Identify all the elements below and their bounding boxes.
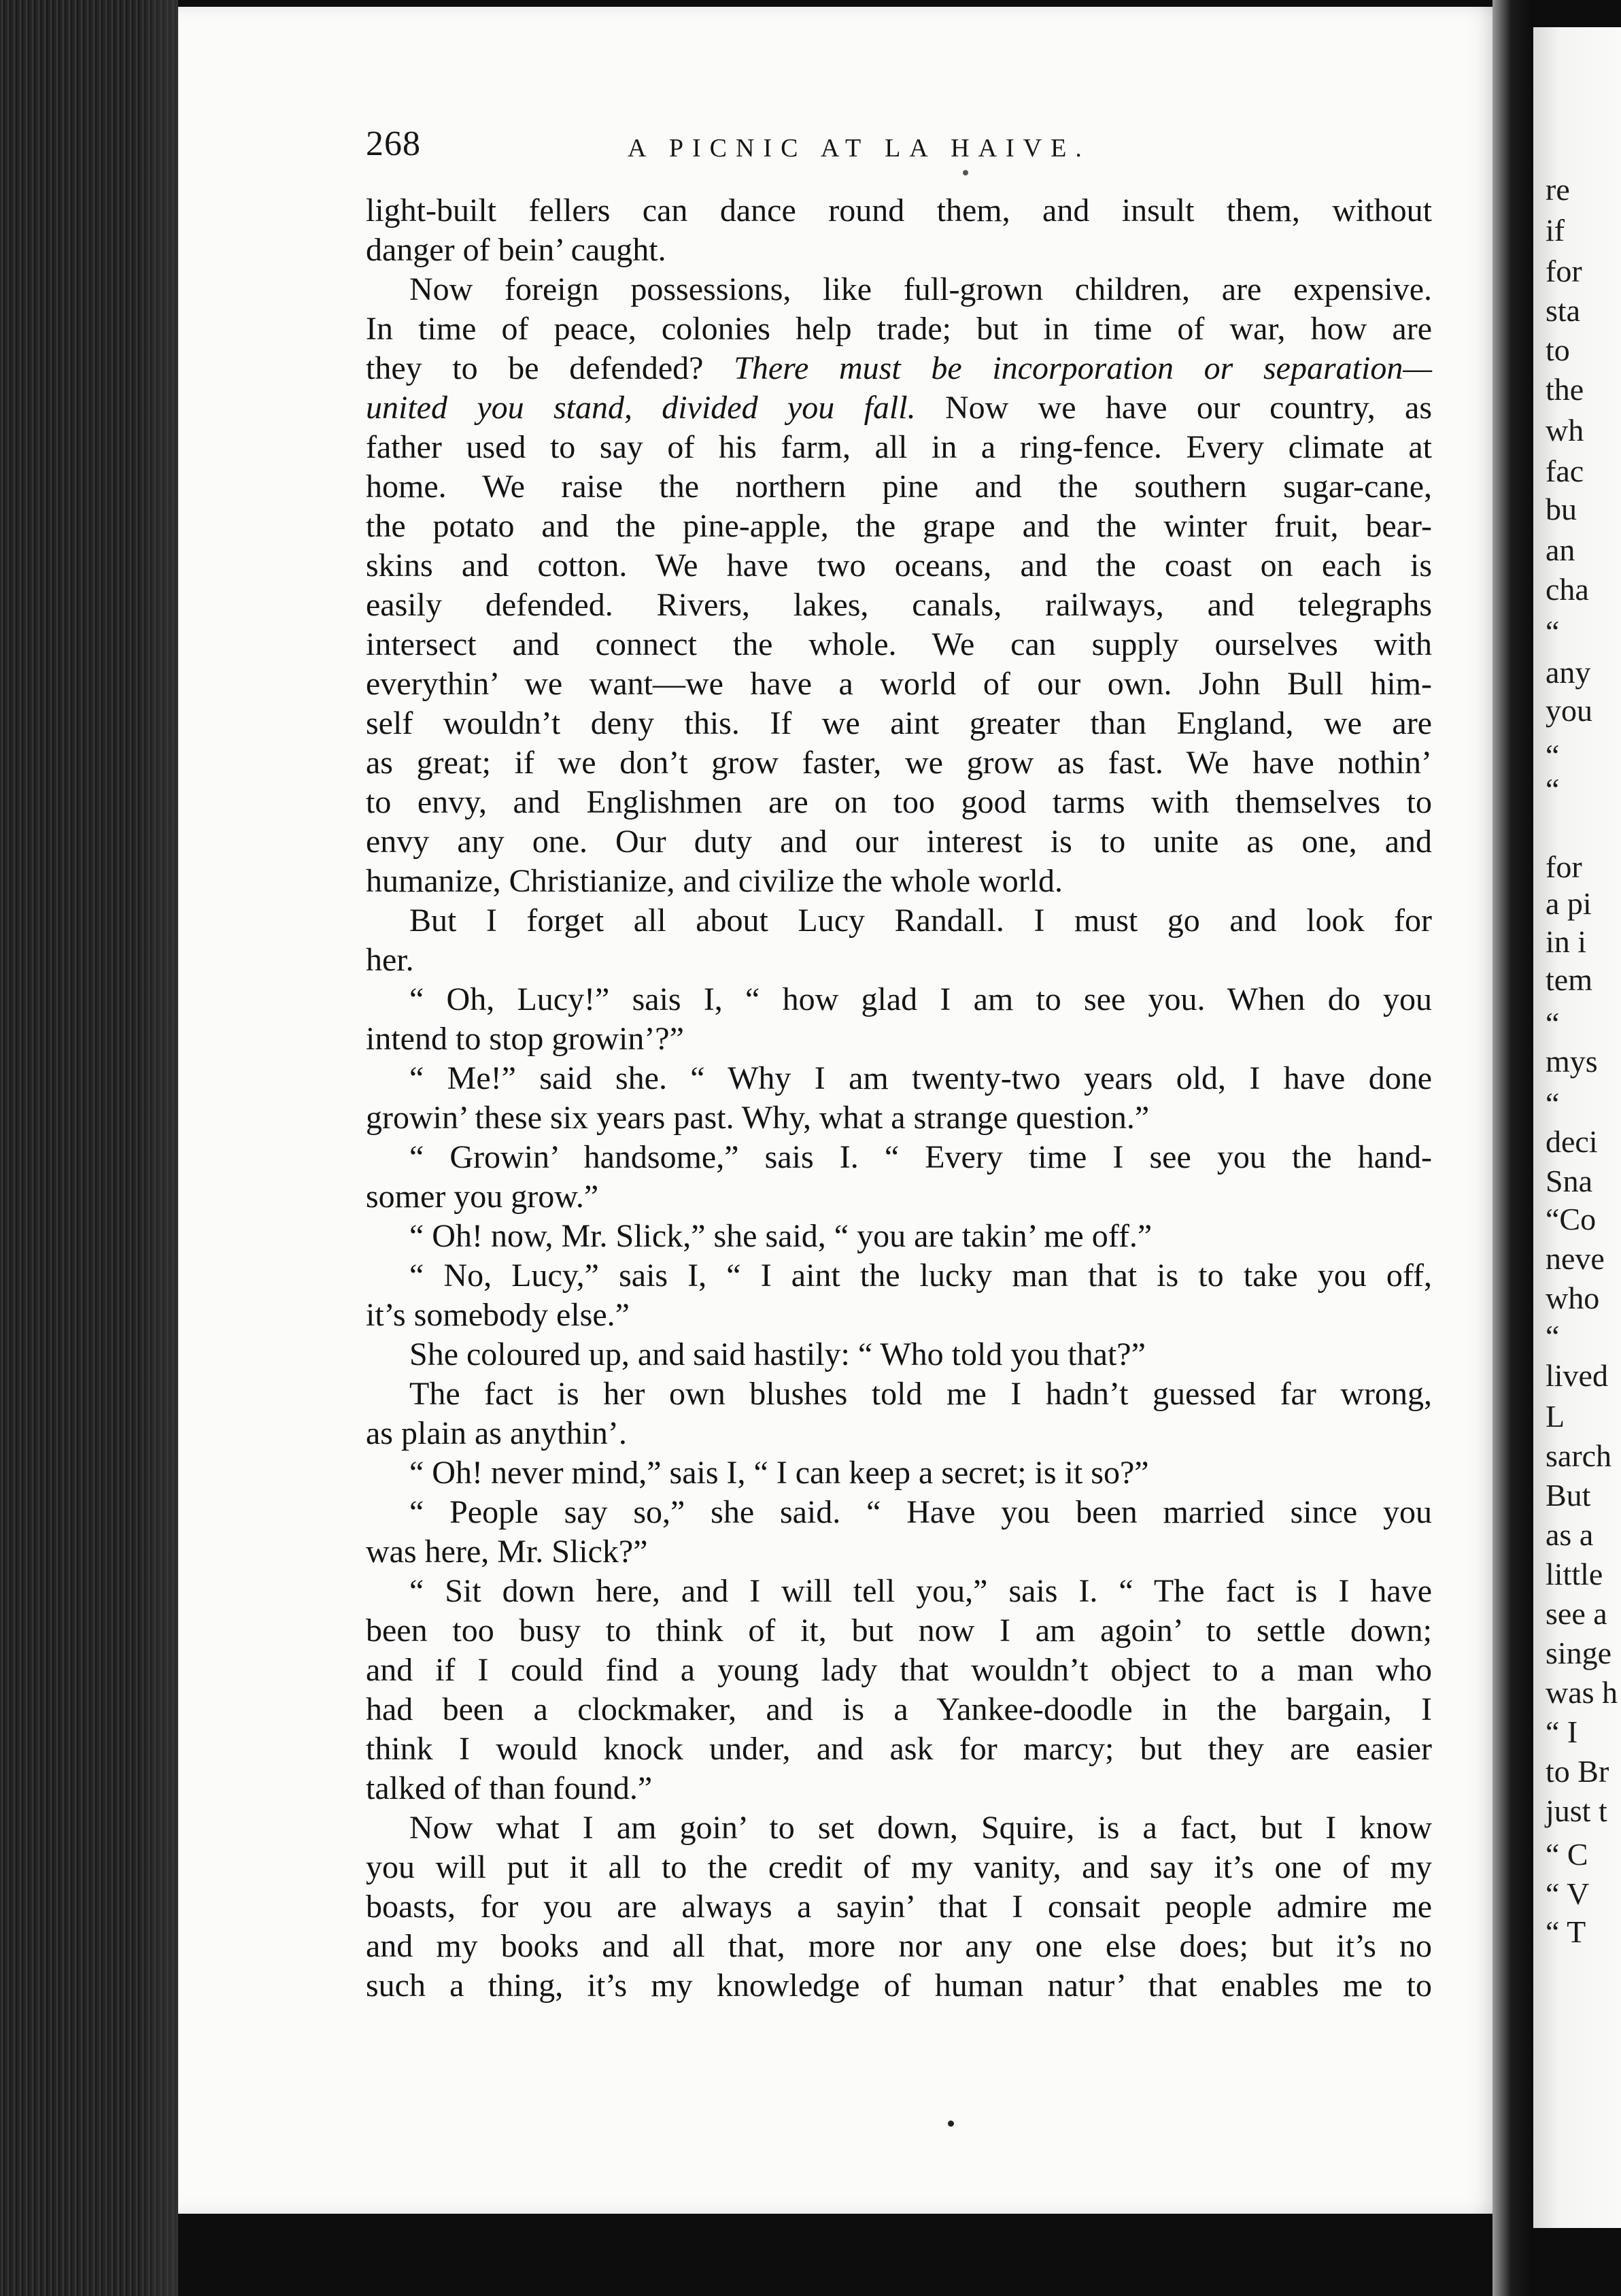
text-line xyxy=(366,704,1432,743)
text-line xyxy=(366,231,1432,270)
text-line xyxy=(366,625,1432,664)
text-line xyxy=(366,467,1432,507)
body-text xyxy=(366,191,1432,2006)
text-run: Now what I am goin’ to set down, Squire, is a fact, but I know xyxy=(409,1810,1432,1846)
facing-page-text-fragment: if xyxy=(1546,213,1565,248)
book-gutter xyxy=(1492,0,1533,2296)
text-run: In time of peace, colonies help trade; but in time of war, how are xyxy=(366,311,1432,347)
text-line xyxy=(366,1335,1432,1374)
text-run: you will put it all to the credit of my vanity, and say it’s one of my xyxy=(366,1849,1432,1885)
facing-page-text-fragment: to Br xyxy=(1546,1754,1609,1789)
facing-page-text-fragment: see a xyxy=(1546,1596,1607,1631)
text-run: easily defended. Rivers, lakes, canals, railways, and telegraphs xyxy=(366,587,1432,623)
facing-page-text-fragment: But xyxy=(1546,1478,1591,1513)
text-line xyxy=(366,1690,1432,1729)
text-run: had been a clockmaker, and is a Yankee-doodle in the bargain, I xyxy=(366,1691,1432,1727)
facing-page-text-fragment: for xyxy=(1546,849,1582,884)
facing-page-text-fragment: tem xyxy=(1546,962,1592,997)
text-line xyxy=(366,586,1432,625)
text-run: danger of bein’ caught. xyxy=(366,232,666,268)
text-run: and my books and all that, more nor any one else does; but it’s no xyxy=(366,1928,1432,1964)
facing-page-text-fragment: singe xyxy=(1546,1636,1612,1670)
text-run: been too busy to think of it, but now I am agoin’ to settle down; xyxy=(366,1613,1432,1649)
facing-page-text-fragment: any xyxy=(1546,655,1591,690)
text-run: humanize, Christianize, and civilize the whole world. xyxy=(366,863,1063,899)
facing-page-text-fragment: the xyxy=(1546,372,1584,407)
text-line xyxy=(366,1453,1432,1493)
facing-page-text-fragment: “ T xyxy=(1546,1914,1586,1949)
text-line xyxy=(366,1177,1432,1217)
facing-page-text-fragment: fac xyxy=(1546,454,1584,488)
text-run: everythin’ we want—we have a world of our own. John Bull him- xyxy=(366,666,1432,702)
text-line xyxy=(366,1808,1432,1848)
text-run: “ Oh! now, Mr. Slick,” she said, “ you are takin’ me off.” xyxy=(409,1218,1153,1254)
text-line xyxy=(366,546,1432,586)
italic-text: united you stand, divided you fall. xyxy=(366,390,916,426)
text-line xyxy=(366,941,1432,980)
text-line xyxy=(366,1059,1432,1098)
text-run: “ Oh, Lucy!” sais I, “ how glad I am to see you. When do you xyxy=(409,981,1432,1017)
facing-page-text-fragment: mys xyxy=(1546,1044,1598,1079)
facing-page-text-fragment: just t xyxy=(1546,1793,1607,1828)
facing-page-text-fragment: bu xyxy=(1546,492,1577,526)
text-run: She coloured up, and said hastily: “ Who told you that?” xyxy=(409,1336,1146,1372)
facing-page-text-fragment: was h xyxy=(1546,1675,1618,1710)
print-speck xyxy=(948,2121,954,2127)
facing-page-text-fragment: a pi xyxy=(1546,886,1592,921)
text-line xyxy=(366,1729,1432,1769)
text-line xyxy=(366,1493,1432,1532)
text-line xyxy=(366,1296,1432,1335)
facing-page-text-fragment: “ xyxy=(1546,614,1560,649)
text-run: talked of than found.” xyxy=(366,1770,653,1806)
text-run: as plain as anythin’. xyxy=(366,1415,627,1451)
text-line xyxy=(366,1927,1432,1966)
facing-page-text-fragment: “ xyxy=(1546,1006,1560,1041)
facing-page-text-fragment: you xyxy=(1546,693,1592,728)
text-run: light-built fellers can dance round them, and insult them, without xyxy=(366,192,1432,229)
facing-page-text-fragment: in i xyxy=(1546,924,1587,959)
text-run: intersect and connect the whole. We can supply ourselves with xyxy=(366,626,1432,662)
text-line xyxy=(366,743,1432,783)
text-line xyxy=(366,1887,1432,1927)
text-run: was here, Mr. Slick?” xyxy=(366,1534,648,1570)
facing-page xyxy=(1533,27,1621,2228)
text-line xyxy=(366,1138,1432,1177)
text-run: it’s somebody else.” xyxy=(366,1297,630,1333)
text-run: The fact is her own blushes told me I hadn’t guessed far wrong, xyxy=(409,1376,1432,1412)
page-header-title: A PICNIC AT LA HAIVE. xyxy=(628,134,1091,163)
text-run: But I forget all about Lucy Randall. I must go and look for xyxy=(409,902,1432,939)
text-line xyxy=(366,388,1432,428)
text-run: Now foreign possessions, like full-grown children, are expensive. xyxy=(409,271,1432,307)
text-line xyxy=(366,428,1432,467)
text-line xyxy=(366,980,1432,1019)
facing-page-text-fragment: little xyxy=(1546,1557,1603,1591)
facing-page-text-fragment: “ xyxy=(1546,772,1560,807)
text-run: father used to say of his farm, all in a ring-fence. Every climate at xyxy=(366,429,1432,465)
text-run: “ No, Lucy,” sais I, “ I aint the lucky man that is to take you off, xyxy=(409,1257,1432,1294)
facing-page-text-fragment: as a xyxy=(1546,1517,1594,1552)
facing-page-text-fragment: re xyxy=(1546,172,1570,207)
text-line xyxy=(366,1256,1432,1296)
text-run: and if I could find a young lady that wouldn’t object to a man who xyxy=(366,1652,1432,1688)
facing-page-text-fragment: who xyxy=(1546,1281,1600,1315)
page-number: 268 xyxy=(366,124,421,163)
text-line xyxy=(366,1651,1432,1690)
text-run: somer you grow.” xyxy=(366,1179,599,1215)
text-run: intend to stop growin’?” xyxy=(366,1021,684,1057)
facing-page-text-fragment: lived xyxy=(1546,1358,1608,1393)
text-line xyxy=(366,507,1432,546)
text-line xyxy=(366,1217,1432,1256)
text-run: as great; if we don’t grow faster, we grow as fast. We have nothin’ xyxy=(366,745,1432,781)
text-run: think I would knock under, and ask for marcy; but they are easier xyxy=(366,1731,1432,1767)
text-line xyxy=(366,901,1432,941)
italic-text: There must be incorporation or separation— xyxy=(734,350,1433,386)
text-run: “ Me!” said she. “ Why I am twenty-two years old, I have done xyxy=(409,1060,1432,1096)
facing-page-text-fragment: to xyxy=(1546,333,1570,367)
facing-page-text-fragment: L xyxy=(1546,1399,1565,1434)
text-line xyxy=(366,664,1432,704)
facing-page-text-fragment: “ V xyxy=(1546,1876,1590,1911)
facing-page-text-fragment: “Co xyxy=(1546,1202,1597,1236)
facing-page-text-fragment: “ I xyxy=(1546,1715,1578,1749)
facing-page-text-fragment: “ C xyxy=(1546,1837,1588,1872)
text-line xyxy=(366,1019,1432,1059)
facing-page-text-fragment: “ xyxy=(1546,1319,1560,1353)
running-head xyxy=(366,124,1432,171)
text-run: home. We raise the northern pine and the southern sugar-cane, xyxy=(366,469,1432,505)
text-line xyxy=(366,1098,1432,1138)
facing-page-text-fragment: an xyxy=(1546,533,1575,567)
text-line xyxy=(366,1966,1432,2006)
text-line xyxy=(366,1374,1432,1414)
text-line xyxy=(366,1848,1432,1887)
facing-page-text-fragment: deci xyxy=(1546,1124,1598,1159)
text-line xyxy=(366,862,1432,901)
text-line xyxy=(366,1611,1432,1651)
facing-page-text-fragment: neve xyxy=(1546,1241,1605,1276)
text-line xyxy=(366,822,1432,862)
text-run: the potato and the pine-apple, the grape and the winter fruit, bear- xyxy=(366,508,1432,544)
facing-page-text-fragment: Sna xyxy=(1546,1164,1592,1198)
book-page-edge xyxy=(0,0,178,2296)
text-run: Now we have our country, as xyxy=(944,390,1433,426)
text-run: envy any one. Our duty and our interest is to unite as one, and xyxy=(366,824,1432,860)
text-line xyxy=(366,1532,1432,1572)
text-run: growin’ these six years past. Why, what a strange question.” xyxy=(366,1100,1150,1136)
text-run: “ Growin’ handsome,” sais I. “ Every time I see you the hand- xyxy=(409,1139,1432,1175)
facing-page-text-fragment: cha xyxy=(1546,572,1589,607)
text-run: boasts, for you are always a sayin’ that I consait people admire me xyxy=(366,1889,1432,1925)
text-line xyxy=(366,1769,1432,1808)
text-line xyxy=(366,1414,1432,1453)
text-run: “ Oh! never mind,” sais I, “ I can keep a secret; is it so?” xyxy=(409,1455,1149,1491)
text-line xyxy=(366,783,1432,822)
facing-page-text-fragment: sta xyxy=(1546,293,1581,328)
text-line xyxy=(366,270,1432,309)
facing-page-text-fragment: “ xyxy=(1546,1086,1560,1121)
print-speck xyxy=(963,170,968,175)
text-line xyxy=(366,1572,1432,1611)
text-run: to envy, and Englishmen are on too good tarms with themselves to xyxy=(366,784,1432,820)
text-run: self wouldn’t deny this. If we aint greater than England, we are xyxy=(366,705,1432,741)
text-run: they to be defended? xyxy=(366,350,704,386)
facing-page-text-fragment: wh xyxy=(1546,413,1584,448)
facing-page-text-fragment: “ xyxy=(1546,738,1560,773)
text-run: “ Sit down here, and I will tell you,” sais I. “ The fact is I have xyxy=(409,1573,1432,1609)
text-run: such a thing, it’s my knowledge of human natur’ that enables me to xyxy=(366,1968,1432,2004)
facing-page-text-fragment: for xyxy=(1546,254,1582,288)
text-run: her. xyxy=(366,942,414,978)
text-line xyxy=(366,349,1432,388)
text-run: skins and cotton. We have two oceans, and the coast on each is xyxy=(366,547,1432,584)
facing-page-text-fragment: sarch xyxy=(1546,1438,1612,1473)
text-line xyxy=(366,309,1432,349)
text-line xyxy=(366,191,1432,231)
text-run: “ People say so,” she said. “ Have you been married since you xyxy=(409,1494,1432,1530)
